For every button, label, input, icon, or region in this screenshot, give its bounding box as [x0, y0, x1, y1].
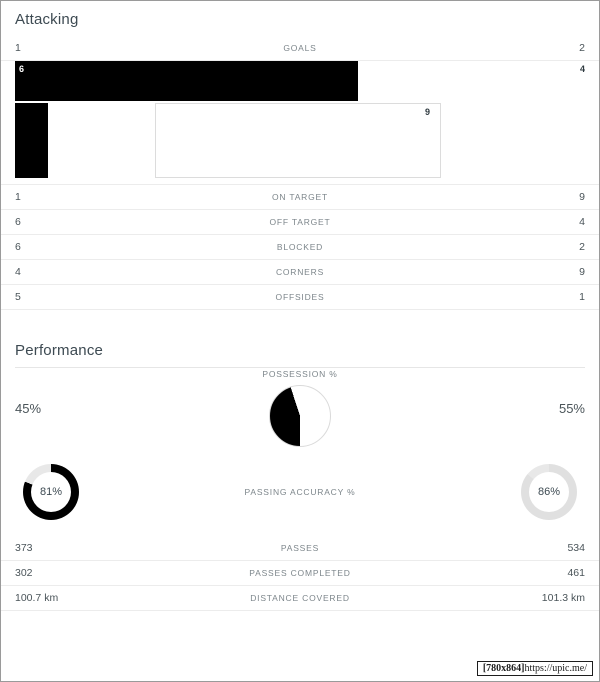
on-target-home-bar: [15, 103, 48, 178]
passes-home: 373: [15, 542, 33, 554]
shots-away-value: 4: [579, 64, 585, 74]
passing-away-donut: [521, 464, 577, 520]
shots-bar-chart: [1, 61, 599, 185]
passes-away: 534: [567, 542, 585, 554]
on-target-away: 9: [579, 191, 585, 203]
blocked-label: BLOCKED: [276, 242, 324, 252]
passing-center: [125, 487, 475, 497]
passing-accuracy-chart: [1, 448, 599, 536]
possession-away-value: 55%: [558, 400, 585, 416]
offsides-home: 5: [15, 291, 21, 303]
stat-row-corners: [1, 260, 599, 285]
passes-completed-away: 461: [567, 567, 585, 579]
passing-away-wrap: [475, 464, 585, 520]
passing-accuracy-label: PASSING ACCURACY %: [244, 487, 356, 497]
on-target-home: 1: [15, 191, 21, 203]
offsides-away: 1: [579, 291, 585, 303]
section-title-performance: Performance: [15, 342, 104, 359]
stat-row-on-target: [1, 185, 599, 210]
possession-label: POSSESSION %: [262, 369, 338, 379]
shots-home-bar: [15, 61, 358, 101]
on-target-away-bar: [155, 103, 441, 178]
shots-bar-outer: [15, 61, 587, 184]
possession-center: [125, 369, 475, 447]
stat-row-offsides: [1, 285, 599, 310]
distance-away: 101.3 km: [541, 592, 585, 604]
on-target-away-value: 9: [425, 107, 431, 117]
passes-completed-label: PASSES COMPLETED: [249, 568, 351, 578]
corners-home: 4: [15, 266, 21, 278]
passing-home-donut: [23, 464, 79, 520]
section-gap: [1, 310, 599, 332]
off-target-home: 6: [15, 216, 21, 228]
distance-label: DISTANCE COVERED: [250, 593, 350, 603]
passing-away-value: 86%: [529, 472, 569, 512]
goals-away-value: 2: [579, 42, 585, 54]
stat-row-passes-completed: [1, 561, 599, 586]
shots-home-value: 6: [19, 64, 25, 74]
stat-row-goals: [1, 36, 599, 61]
off-target-away: 4: [579, 216, 585, 228]
possession-home-value: 45%: [15, 400, 42, 416]
stat-row-off-target: [1, 210, 599, 235]
possession-pie-icon: [269, 385, 331, 447]
blocked-away: 2: [579, 241, 585, 253]
stat-row-passes: [1, 536, 599, 561]
passes-label: PASSES: [280, 543, 320, 553]
corners-label: CORNERS: [275, 267, 325, 277]
passes-completed-home: 302: [15, 567, 33, 579]
off-target-label: OFF TARGET: [269, 217, 331, 227]
watermark: [477, 661, 593, 676]
blocked-home: 6: [15, 241, 21, 253]
possession-chart: [1, 368, 599, 448]
watermark-dimensions: [780x864]: [482, 663, 525, 674]
passing-home-wrap: [15, 464, 125, 520]
goals-label: GOALS: [283, 43, 317, 53]
stat-row-distance-covered: [1, 586, 599, 611]
watermark-url: https://upic.me/: [524, 663, 587, 674]
corners-away: 9: [579, 266, 585, 278]
on-target-label: ON TARGET: [271, 192, 328, 202]
stat-row-blocked: [1, 235, 599, 260]
passing-home-value: 81%: [31, 472, 71, 512]
distance-home: 100.7 km: [15, 592, 59, 604]
on-target-home-value: 1: [162, 107, 168, 117]
offsides-label: OFFSIDES: [275, 292, 325, 302]
goals-home-value: 1: [15, 42, 21, 54]
section-title-attacking: Attacking: [15, 11, 79, 28]
